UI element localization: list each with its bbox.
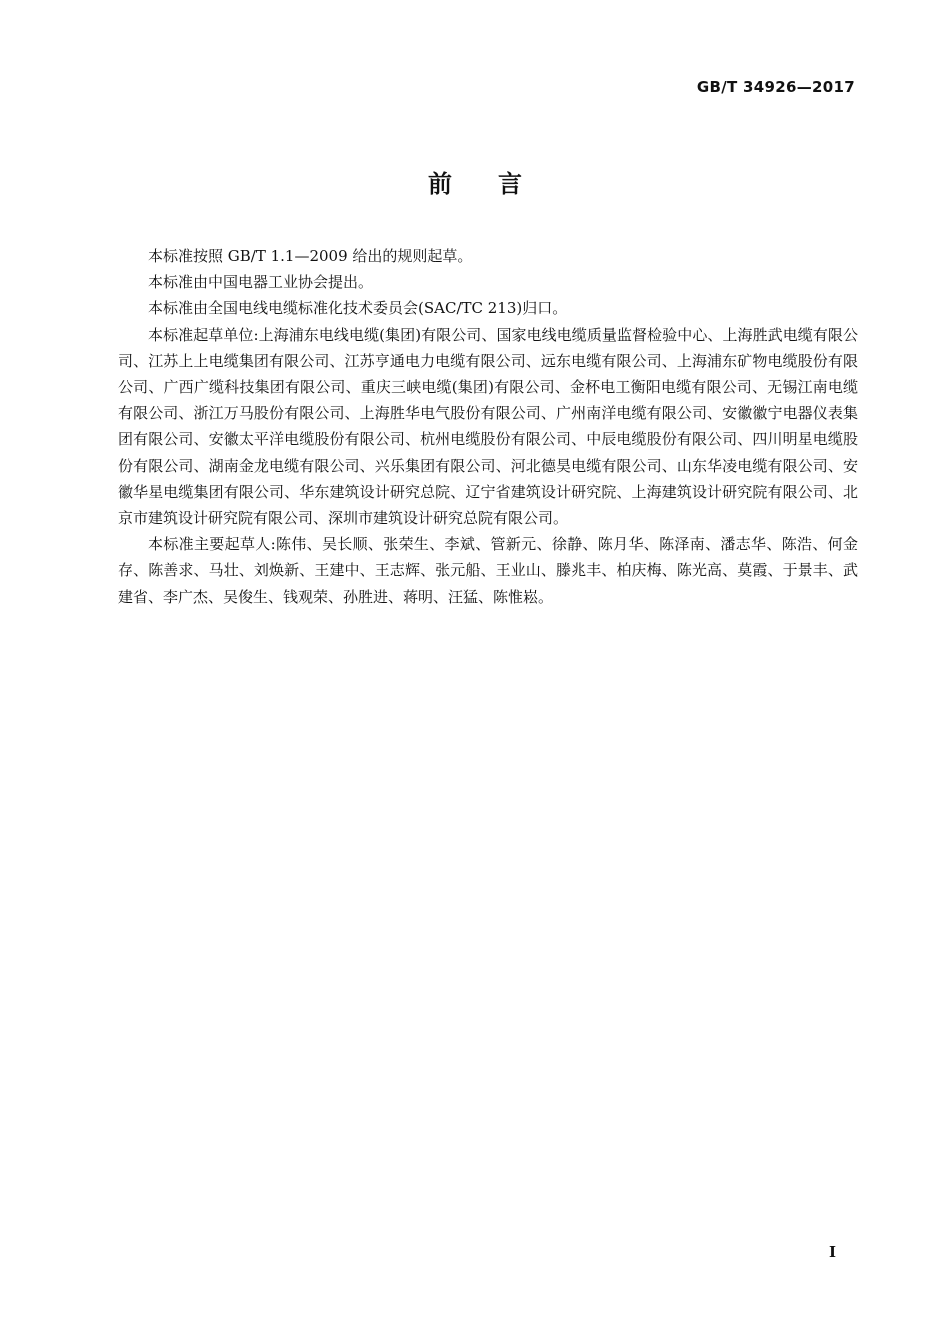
standard-code: GB/T 34926—2017 (696, 78, 855, 96)
page-title: 前言 (428, 170, 568, 198)
paragraph-administration: 本标准由全国电线电缆标准化技术委员会(SAC/TC 213)归口。 (148, 299, 568, 318)
paragraph-drafting-rules: 本标准按照 GB/T 1.1—2009 给出的规则起草。 (148, 247, 473, 265)
foreword-body (118, 243, 858, 610)
paragraph-proposer: 本标准由中国电器工业协会提出。 (148, 273, 374, 292)
paragraph-main-drafters: 本标准主要起草人:陈伟、吴长顺、张荣生、李斌、管新元、徐静、陈月华、陈泽南、潘志华、陈浩、何金存、陈善求、马壮、刘焕新、王建中、王志辉、张元船、王业山、滕兆丰、柏庆梅、陈光高、莫霞、于景丰、武建省、李广杰、吴俊生、钱观荣、孙胜进、蒋明、汪猛、陈惟崧。 (118, 535, 858, 606)
paragraph-drafting-units: 本标准起草单位:上海浦东电线电缆(集团)有限公司、国家电线电缆质量监督检验中心、上海胜武电缆有限公司、江苏上上电缆集团有限公司、江苏亨通电力电缆有限公司、远东电缆有限公司、上海浦东矿物电缆股份有限公司、广西广缆科技集团有限公司、重庆三峡电缆(集团)有限公司、金杯电工衡阳电缆有限公司、无锡江南电缆有限公司、浙江万马股份有限公司、上海胜华电气股份有限公司、广州南洋电缆有限公司、安徽徽宁电器仪表集团有限公司、安徽太平洋电缆股份有限公司、杭州电缆股份有限公司、中辰电缆股份有限公司、四川明星电缆股份有限公司、湖南金龙电缆有限公司、兴乐集团有限公司、河北德昊电缆有限公司、山东华凌电缆有限公司、安徽华星电缆集团有限公司、华东建筑设计研究总院、辽宁省建筑设计研究院、上海建筑设计研究院有限公司、北京市建筑设计研究院有限公司、深圳市建筑设计研究总院有限公司。 (118, 325, 858, 528)
page-number: I (828, 1243, 836, 1261)
